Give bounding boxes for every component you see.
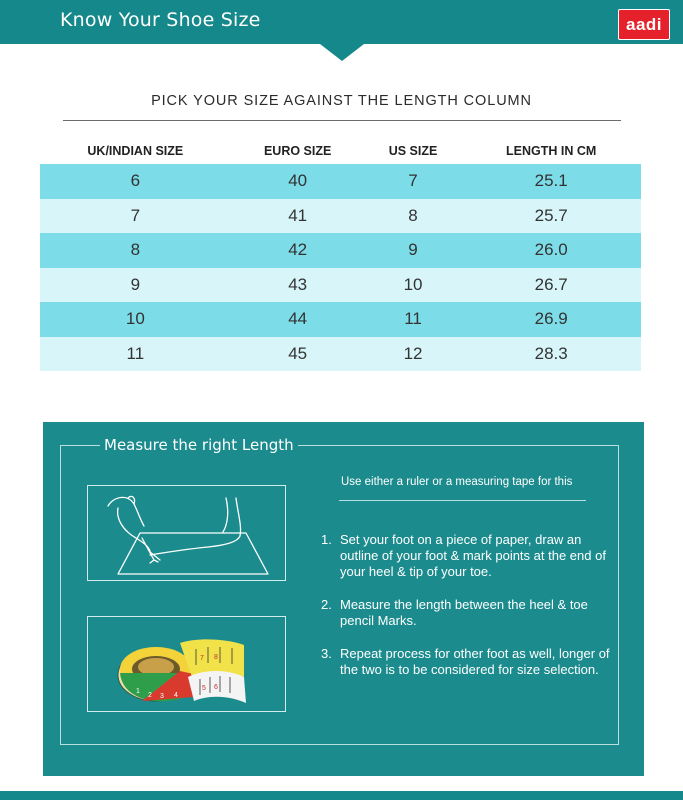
page-header (0, 0, 683, 44)
cell-uk-size: 7 (40, 199, 231, 234)
column-header-euro: EURO SIZE (263, 144, 332, 158)
list-item (321, 597, 621, 629)
step-number: 1. (321, 532, 332, 547)
column-header-us: US SIZE (388, 144, 438, 158)
cell-us-size: 11 (365, 302, 462, 337)
list-item (321, 646, 621, 678)
table-row (40, 268, 641, 303)
cell-euro-size: 41 (231, 199, 365, 234)
step-list (321, 532, 621, 695)
step-text: Measure the length between the heel & toe pencil Marks. (340, 597, 588, 628)
cell-length: 25.1 (461, 164, 641, 199)
frame-bottom (60, 744, 619, 745)
size-table (40, 138, 641, 371)
cell-euro-size: 44 (231, 302, 365, 337)
foot-outline-illustration (87, 485, 286, 581)
column-header-uk-indian: UK/INDIAN SIZE (87, 144, 184, 158)
step-text: Repeat process for other foot as well, longer of the two is to be considered for size selection. (340, 646, 610, 677)
cell-length: 25.7 (461, 199, 641, 234)
frame-top-right (280, 445, 619, 446)
table-row (40, 233, 641, 268)
column-header-length: LENGTH IN CM (506, 144, 597, 158)
measuring-tape-illustration (87, 616, 286, 712)
cell-uk-size: 6 (40, 164, 231, 199)
cell-euro-size: 43 (231, 268, 365, 303)
cell-euro-size: 45 (231, 337, 365, 372)
measure-panel (43, 422, 644, 776)
cell-length: 26.9 (461, 302, 641, 337)
cell-euro-size: 40 (231, 164, 365, 199)
instruction-divider (339, 500, 586, 501)
cell-us-size: 12 (365, 337, 462, 372)
cell-length: 26.7 (461, 268, 641, 303)
measuring-tape-icon (88, 617, 285, 711)
table-row (40, 337, 641, 372)
header-notch (320, 44, 364, 61)
tape-number: 6 (214, 684, 218, 691)
step-number: 2. (321, 597, 332, 612)
cell-uk-size: 9 (40, 268, 231, 303)
measure-title: Measure the right Length (100, 436, 298, 454)
heading-divider (63, 120, 621, 121)
cell-uk-size: 11 (40, 337, 231, 372)
table-row (40, 302, 641, 337)
size-chart-heading: PICK YOUR SIZE AGAINST THE LENGTH COLUMN (151, 93, 532, 109)
tape-number: 1 (136, 688, 140, 695)
foot-drawing-icon (88, 486, 285, 580)
page-title: Know Your Shoe Size (60, 9, 261, 31)
tape-number: 4 (174, 692, 178, 699)
cell-uk-size: 8 (40, 233, 231, 268)
frame-top-left (60, 445, 100, 446)
footer-bar (0, 791, 683, 800)
cell-us-size: 8 (365, 199, 462, 234)
step-text: Set your foot on a piece of paper, draw an outline of your foot & mark points at the end of your heel & tip of your toe. (340, 532, 606, 579)
brand-logo[interactable]: aadi (618, 9, 670, 40)
tape-number: 7 (200, 655, 204, 662)
step-number: 3. (321, 646, 332, 661)
cell-length: 26.0 (461, 233, 641, 268)
table-row (40, 199, 641, 234)
tape-number: 5 (202, 685, 206, 692)
cell-euro-size: 42 (231, 233, 365, 268)
cell-us-size: 7 (365, 164, 462, 199)
tape-number: 8 (214, 654, 218, 661)
list-item (321, 532, 621, 580)
cell-length: 28.3 (461, 337, 641, 372)
table-header-row (40, 138, 641, 164)
table-row (40, 164, 641, 199)
tape-number: 2 (148, 692, 152, 699)
instruction-heading: Use either a ruler or a measuring tape for this (341, 476, 573, 488)
cell-us-size: 10 (365, 268, 462, 303)
cell-uk-size: 10 (40, 302, 231, 337)
tape-number: 3 (160, 693, 164, 700)
frame-left (60, 445, 61, 745)
cell-us-size: 9 (365, 233, 462, 268)
